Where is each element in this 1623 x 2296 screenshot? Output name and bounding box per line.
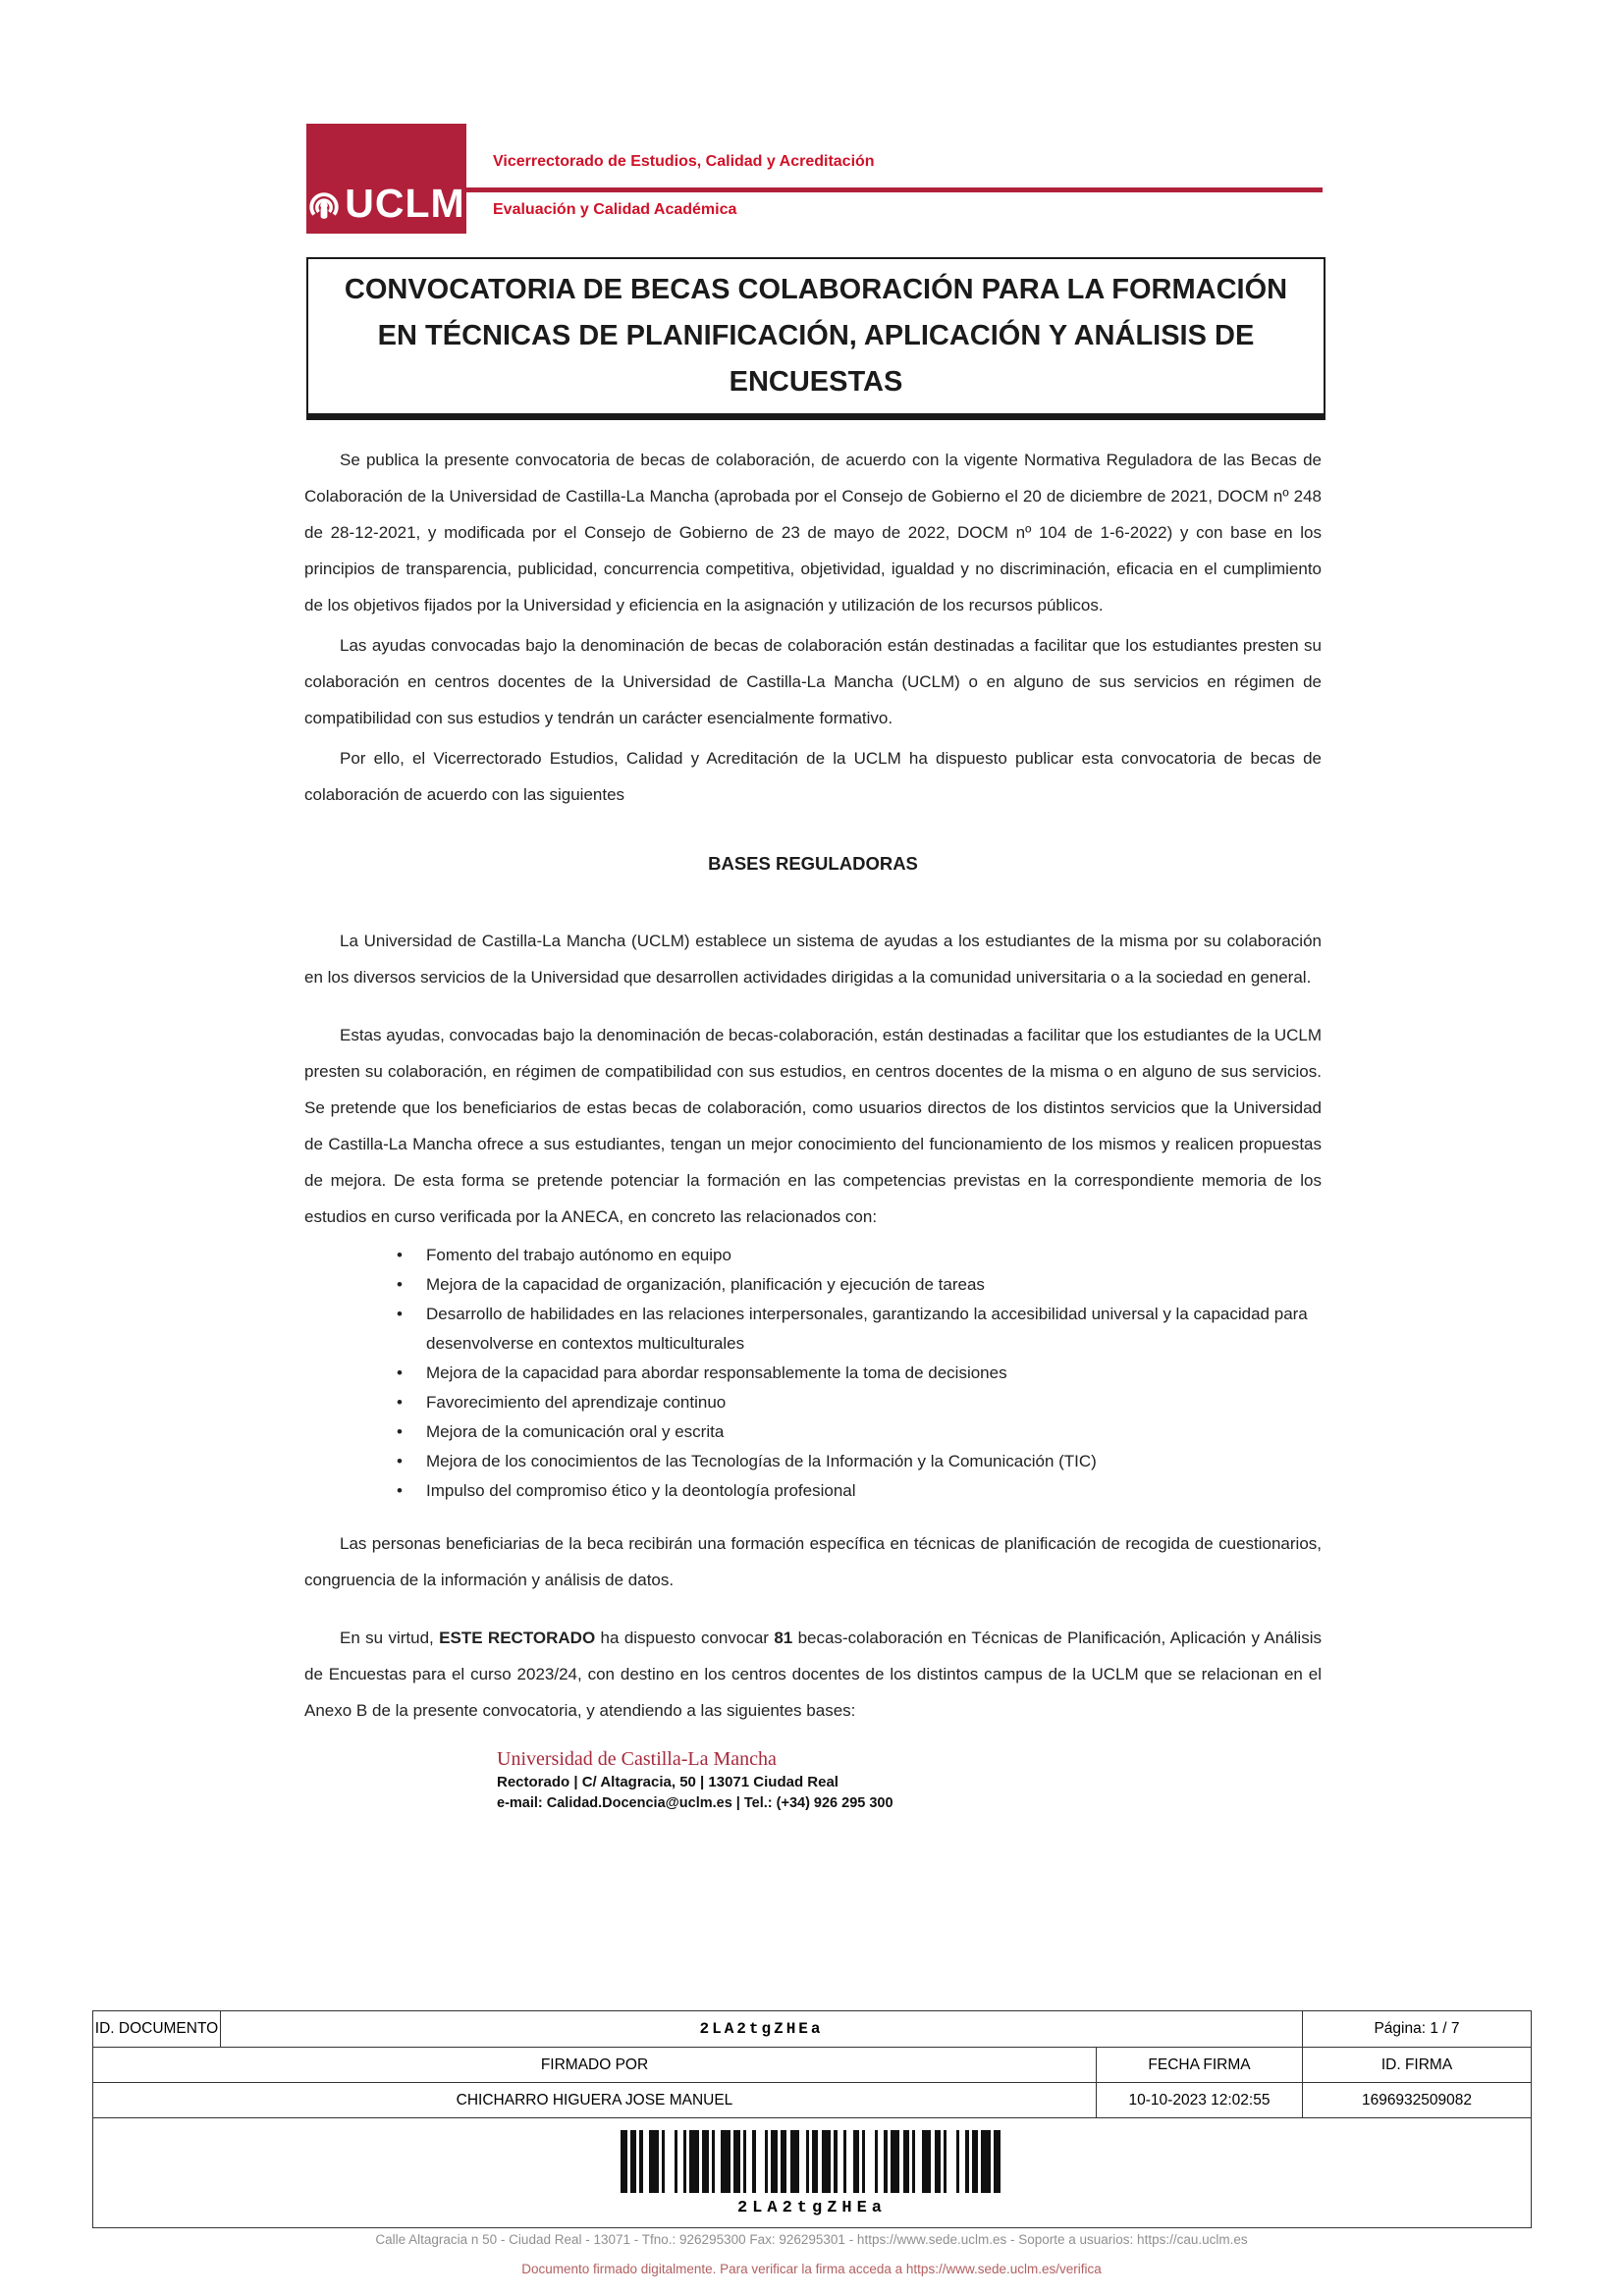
header-department-line1: Vicerrectorado de Estudios, Calidad y Acreditación xyxy=(493,153,875,170)
fecha-firma-label: FECHA FIRMA xyxy=(1097,2048,1303,2082)
document-body xyxy=(304,442,1322,1813)
header-rule xyxy=(466,187,1323,192)
competencies-bullet-list xyxy=(383,1241,1322,1506)
section-heading-bases-reguladoras: BASES REGULADORAS xyxy=(708,853,918,874)
address-line-2: e-mail: Calidad.Docencia@uclm.es | Tel.: (+34) 926 295 300 xyxy=(497,1795,893,1811)
id-documento-value: 2LA2tgZHEa xyxy=(221,2011,1303,2047)
bold-este-rectorado: ESTE RECTORADO xyxy=(439,1629,596,1647)
paragraph-1: Se publica la presente convocatoria de becas de colaboración, de acuerdo con la vigente Normativa Reguladora de las Becas de Colaboración de la Universidad de Castilla-La Mancha (aprobada por el Consejo de Gobierno el 20 de diciembre de 2021, DOCM nº 248 de 28-12-2021, y modificada por el Consejo de Gobierno de 23 de mayo de 2022, DOCM nº 104 de 1-6-2022) y con base en los principios de transparencia, publicidad, concurrencia competitiva, objetividad, igualdad y no discriminación, eficacia en el cumplimiento de los objetivos fijados por la Universidad y eficiencia en la asignación y utilización de los recursos públicos. xyxy=(304,451,1322,614)
uclm-logo-text: UCLM xyxy=(345,181,465,226)
bullet-item: • Mejora de la capacidad de organización, planificación y ejecución de tareas xyxy=(383,1270,1322,1300)
id-documento-label: ID. DOCUMENTO xyxy=(93,2011,221,2047)
paragraph-4: La Universidad de Castilla-La Mancha (UCLM) establece un sistema de ayudas a los estudiantes de la misma por su colaboración en los diversos servicios de la Universidad que desarrollen actividades dirigidas a la comunidad universitaria o a la sociedad en general. xyxy=(304,932,1322,987)
footer-contact-line: Calle Altagracia n 50 - Ciudad Real - 13071 - Tfno.: 926295300 Fax: 926295301 - https://www.sede.uclm.es - Soporte a usuarios: https://cau.uclm.es xyxy=(375,2232,1248,2247)
paragraph-7: En su virtud, ESTE RECTORADO ha dispuesto convocar 81 becas-colaboración en Técnicas de Planificación, Aplicación y Análisis de Encuestas para el curso 2023/24, con destino en los centros docentes de los distintos campus de la UCLM que se relacionan en el Anexo B de la presente convocatoria, y atendiendo a las siguientes bases: xyxy=(304,1629,1322,1720)
bullet-item: • Mejora de los conocimientos de las Tecnologías de la Información y la Comunicación (TIC) xyxy=(383,1447,1322,1476)
uclm-logo xyxy=(306,124,466,234)
address-block xyxy=(497,1746,1322,1813)
page-indicator: Página: 1 / 7 xyxy=(1374,2020,1460,2037)
paragraph-5: Estas ayudas, convocadas bajo la denominación de becas-colaboración, están destinadas a facilitar que los estudiantes de la UCLM presten su colaboración, en régimen de compatibilidad con sus estudios, en centros docentes de la misma o en alguno de sus servicios. Se pretende que los beneficiarios de estas becas de colaboración, como usuarios directos de los distintos servicios que la Universidad de Castilla-La Mancha ofrece a sus estudiantes, tengan un mejor conocimiento del funcionamiento de los mismos y realicen propuestas de mejora. De esta forma se pretende potenciar la formación en las competencias previstas en la correspondiente memoria de los estudios en curso verificada por la ANECA, en concreto las relacionados con: xyxy=(304,1026,1322,1226)
paragraph-6: Las personas beneficiarias de la beca recibirán una formación específica en técnicas de planificación de recogida de cuestionarios, congruencia de la información y análisis de datos. xyxy=(304,1534,1322,1589)
firmado-por-label: FIRMADO POR xyxy=(93,2048,1097,2082)
id-firma-value: 1696932509082 xyxy=(1361,2091,1473,2109)
barcode xyxy=(621,2130,1003,2193)
paragraph-3: Por ello, el Vicerrectorado Estudios, Calidad y Acreditación de la UCLM ha dispuesto publicar esta convocatoria de becas de colaboración de acuerdo con las siguientes xyxy=(304,749,1322,804)
bullet-item: • Fomento del trabajo autónomo en equipo xyxy=(383,1241,1322,1270)
firmado-por-value: CHICHARRO HIGUERA JOSE MANUEL xyxy=(93,2083,1097,2117)
table-row xyxy=(93,2011,1531,2048)
table-row xyxy=(93,2083,1531,2118)
address-line-1: Rectorado | C/ Altagracia, 50 | 13071 Ciudad Real xyxy=(497,1774,839,1790)
fecha-firma-value: 10-10-2023 12:02:55 xyxy=(1097,2083,1303,2117)
paragraph-2: Las ayudas convocadas bajo la denominación de becas de colaboración están destinadas a facilitar que los estudiantes presten su colaboración en centros docentes de la Universidad de Castilla-La Mancha (UCLM) o en alguno de sus servicios en régimen de compatibilidad con sus estudios y tendrán un carácter esencialmente formativo. xyxy=(304,636,1322,727)
bullet-item: • Impulso del compromiso ético y la deontología profesional xyxy=(383,1476,1322,1506)
bullet-item: • Favorecimiento del aprendizaje continuo xyxy=(383,1388,1322,1417)
bullet-item: • Mejora de la comunicación oral y escrita xyxy=(383,1417,1322,1447)
footer-verification-line: Documento firmado digitalmente. Para verificar la firma acceda a https://www.sede.uclm.es/verifica xyxy=(521,2262,1102,2276)
bullet-item: • Mejora de la capacidad para abordar responsablemente la toma de decisiones xyxy=(383,1359,1322,1388)
barcode-text: 2LA2tgZHEa xyxy=(736,2199,888,2217)
barcode-row xyxy=(93,2118,1531,2227)
page-title: CONVOCATORIA DE BECAS COLABORACIÓN PARA LA FORMACIÓN EN TÉCNICAS DE PLANIFICACIÓN, APLICACIÓN Y ANÁLISIS DE ENCUESTAS xyxy=(344,274,1288,398)
uclm-logo-icon xyxy=(307,188,341,224)
table-row xyxy=(93,2048,1531,2083)
bold-becas-count: 81 xyxy=(774,1629,793,1647)
id-firma-label: ID. FIRMA xyxy=(1380,2056,1453,2073)
header-department-line2: Evaluación y Calidad Académica xyxy=(493,201,737,218)
signature-table xyxy=(92,2010,1532,2228)
title-box xyxy=(306,257,1325,420)
bullet-item: • Desarrollo de habilidades en las relaciones interpersonales, garantizando la accesibilidad universal y la capacidad para desenvolverse en contextos multiculturales xyxy=(383,1300,1322,1359)
university-name: Universidad de Castilla-La Mancha xyxy=(497,1748,777,1770)
